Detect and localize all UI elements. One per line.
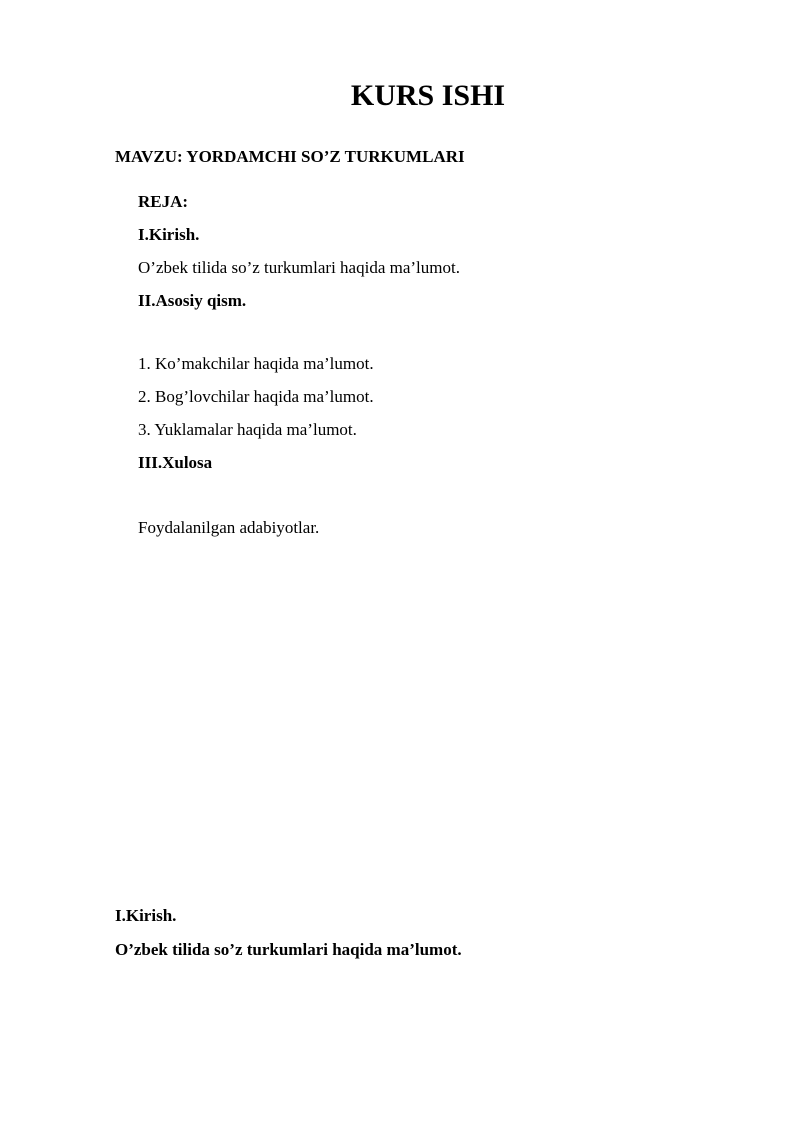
- plan-item: 2. Bog’lovchilar haqida ma’lumot.: [138, 387, 374, 406]
- section-heading: I.Kirish.: [115, 906, 177, 925]
- plan-item: 1. Ko’makchilar haqida ma’lumot.: [138, 354, 374, 373]
- plan-heading: REJA:: [138, 192, 189, 211]
- plan-intro-text: O’zbek tilida so’z turkumlari haqida ma’lumot.: [138, 258, 460, 277]
- section-subheading: O’zbek tilida so’z turkumlari haqida ma’lumot.: [115, 940, 462, 959]
- plan-main-heading: II.Asosiy qism.: [138, 291, 247, 310]
- topic-heading: MAVZU: YORDAMCHI SO’Z TURKUMLARI: [115, 147, 465, 166]
- plan-conclusion-heading: III.Xulosa: [138, 453, 213, 472]
- plan-intro-heading: I.Kirish.: [138, 225, 200, 244]
- document-title: KURS ISHI: [350, 79, 506, 112]
- plan-references: Foydalanilgan adabiyotlar.: [138, 518, 320, 537]
- plan-item: 3. Yuklamalar haqida ma’lumot.: [138, 420, 357, 439]
